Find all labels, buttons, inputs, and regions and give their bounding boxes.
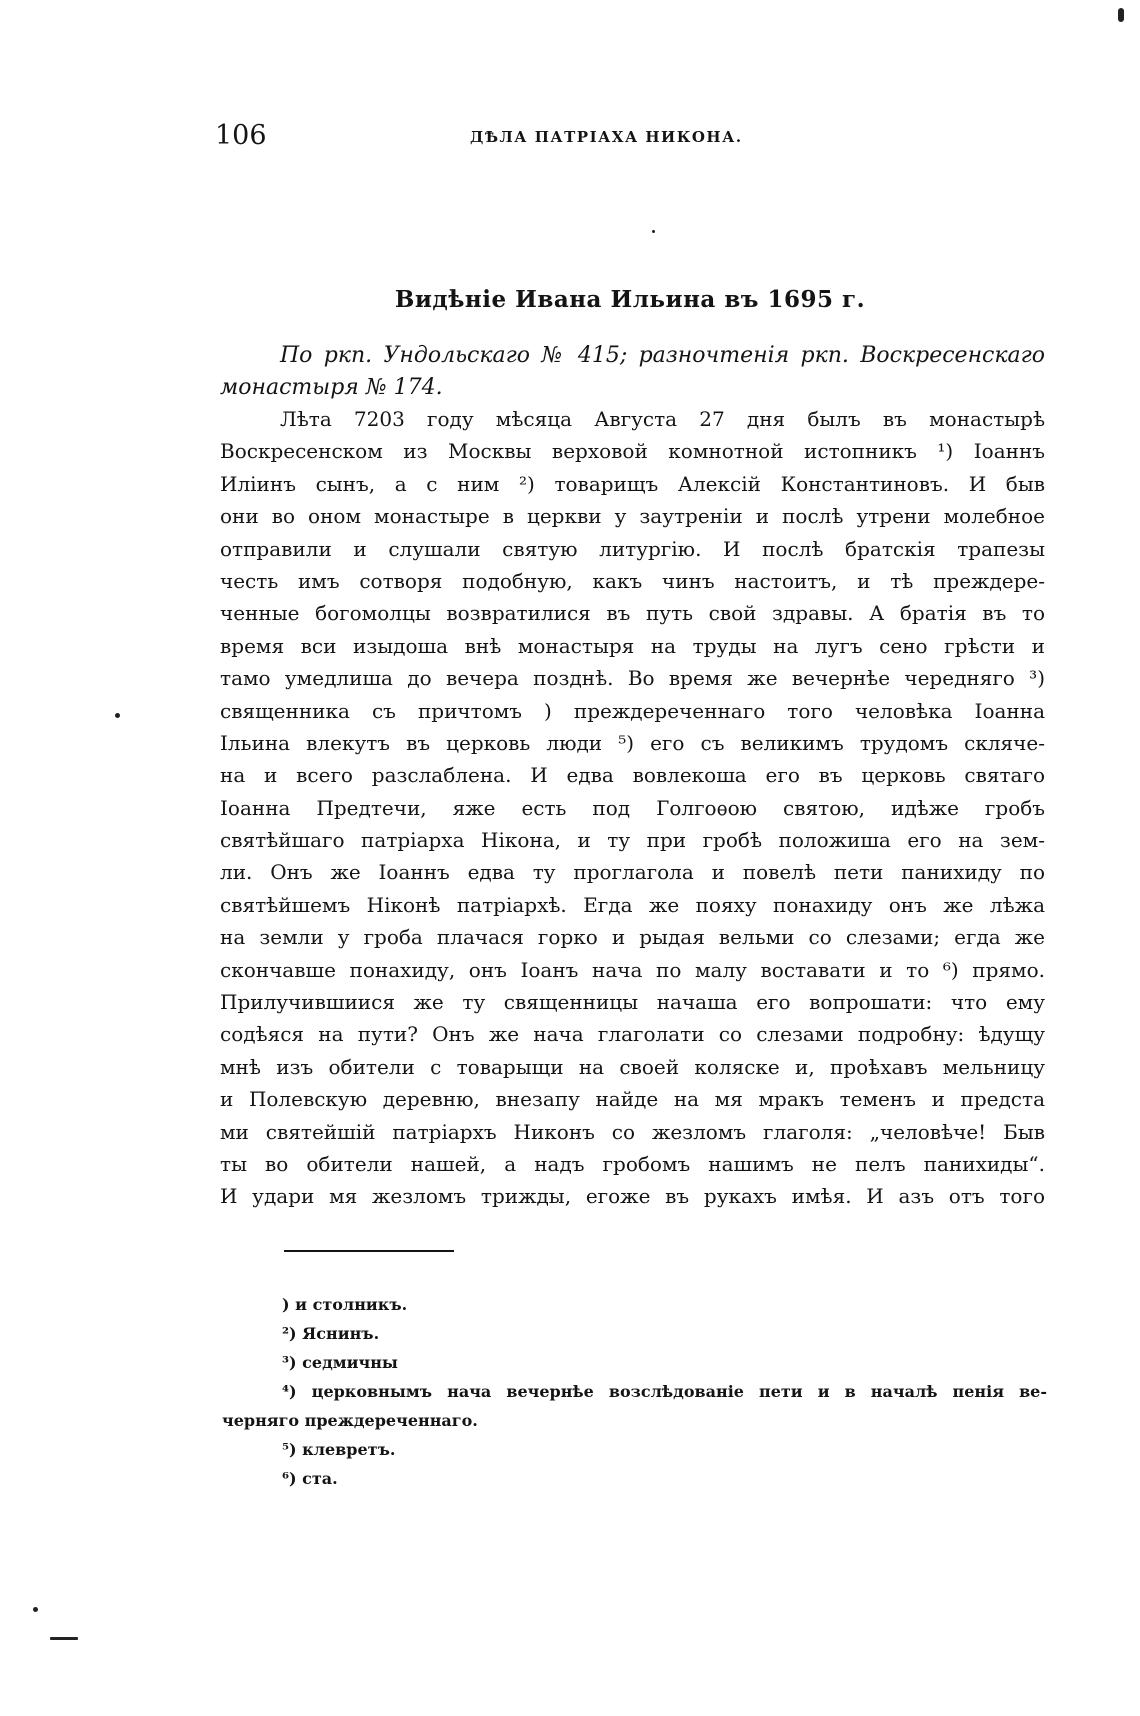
footnote: ⁶) ста.	[282, 1469, 338, 1488]
text-line: Ільина влекутъ въ церковь люди ⁵) его съ великимъ трудомъ скляче-	[220, 730, 1045, 755]
text-line: и Полевскую деревню, внезапу найде на мя мракъ теменъ и предста	[220, 1087, 1045, 1112]
text-line: тамо умедлиша до вечера позднѣ. Во время же вечернѣе чередняго ³)	[220, 666, 1045, 691]
text-line: на земли у гроба плачася горко и рыдая вельми со слезами; егда же	[220, 925, 1045, 950]
text-line: святѣйшемъ Ніконѣ патріархѣ. Егда же пояху понахиду онъ же лѣжа	[220, 892, 1045, 917]
scan-speck	[1118, 8, 1124, 22]
footnote: ²) Яснинъ.	[282, 1324, 380, 1343]
text-line: Прилучившиися же ту священницы начаша его вопрошати: что ему	[220, 990, 1045, 1015]
text-line: время вси изыдоша внѣ монастыря на труды на лугъ сено грѣсти и	[220, 633, 1045, 658]
scan-speck	[33, 1607, 38, 1612]
scan-speck	[115, 713, 120, 718]
document-title: Видѣніе Ивана Ильина въ 1695 г.	[394, 286, 866, 313]
text-line: Лѣта 7203 году мѣсяца Августа 27 дня былъ въ монастырѣ	[280, 407, 1045, 431]
text-line: честь имъ сотворя подобную, какъ чинъ настоитъ, и тѣ преждере-	[220, 568, 1045, 593]
text-line: ми святейшій патріархъ Никонъ со жезломъ глаголя: „человѣче! Быв	[220, 1119, 1045, 1144]
running-title: ДѢЛА ПАТРІАХА НИКОНА.	[470, 128, 743, 146]
text-line: Воскресенском из Москвы верховой комнотной истопникъ ¹) Іоаннъ	[220, 439, 1045, 464]
text-line: они во оном монастыре в церкви у заутреніи и послѣ утрени молебное	[220, 504, 1045, 529]
footnote: ⁵) клевретъ.	[282, 1440, 396, 1459]
footnote: ) и столникъ.	[282, 1295, 408, 1314]
page-number: 106	[215, 120, 267, 151]
text-line: ты во обители нашей, а надъ гробомъ нашимъ не пелъ панихиды“.	[220, 1151, 1045, 1176]
text-line: содѣяся на пути? Онъ же нача глаголати со слезами подробну: ѣдущу	[220, 1022, 1045, 1047]
text-line: ли. Онъ же Іоаннъ едва ту проглагола и повелѣ пети панихиду по	[220, 860, 1045, 885]
source-note	[220, 340, 1045, 404]
footnote: ³) седмичны	[282, 1353, 398, 1372]
body-text	[220, 403, 1045, 1213]
running-header	[215, 120, 1045, 160]
text-line: Иліинъ сынъ, а с ним ²) товарищъ Алексій Константиновъ. И быв	[220, 471, 1045, 496]
scan-speck	[50, 1637, 78, 1640]
source-note-line: монастыря № 174.	[220, 375, 443, 400]
scan-speck	[652, 230, 655, 233]
text-line: священника съ причтомъ ) преждереченнаго того человѣка Іоанна	[220, 698, 1045, 723]
text-line: мнѣ изъ обители с товарыщи на своей коляске и, проѣхавъ мельницу	[220, 1054, 1045, 1079]
text-line: скончавше понахиду, онъ Іоанъ нача по малу воставати и то ⁶) прямо.	[220, 957, 1045, 982]
text-line: отправили и слушали святую литургію. И послѣ братскія трапезы	[220, 536, 1045, 561]
text-line: ченные богомолцы возвратилися въ путь свой здравы. А братія въ то	[220, 601, 1045, 626]
text-line: Іоанна Предтечи, яже есть под Голгоѳою святою, идѣже гробъ	[220, 795, 1045, 820]
footnotes	[222, 1290, 1047, 1493]
source-note-line: По ркп. Ундольскаго № 415; разночтенія ркп. Воскресенскаго	[280, 343, 1045, 368]
text-line: И удари мя жезломъ трижды, егоже въ рукахъ имѣя. И азъ отъ того	[220, 1184, 1045, 1209]
footnote-divider	[284, 1250, 454, 1252]
footnote: ⁴) церковнымъ нача вечернѣе возслѣдованіе пети и в началѣ пенія ве-	[282, 1382, 1047, 1401]
text-line: на и всего разслаблена. И едва вовлекоша его въ церковь святаго	[220, 763, 1045, 788]
text-line: святѣйшаго патріарха Нікона, и ту при гробѣ положиша его на зем-	[220, 828, 1045, 853]
footnote: черняго преждереченнаго.	[222, 1411, 478, 1430]
